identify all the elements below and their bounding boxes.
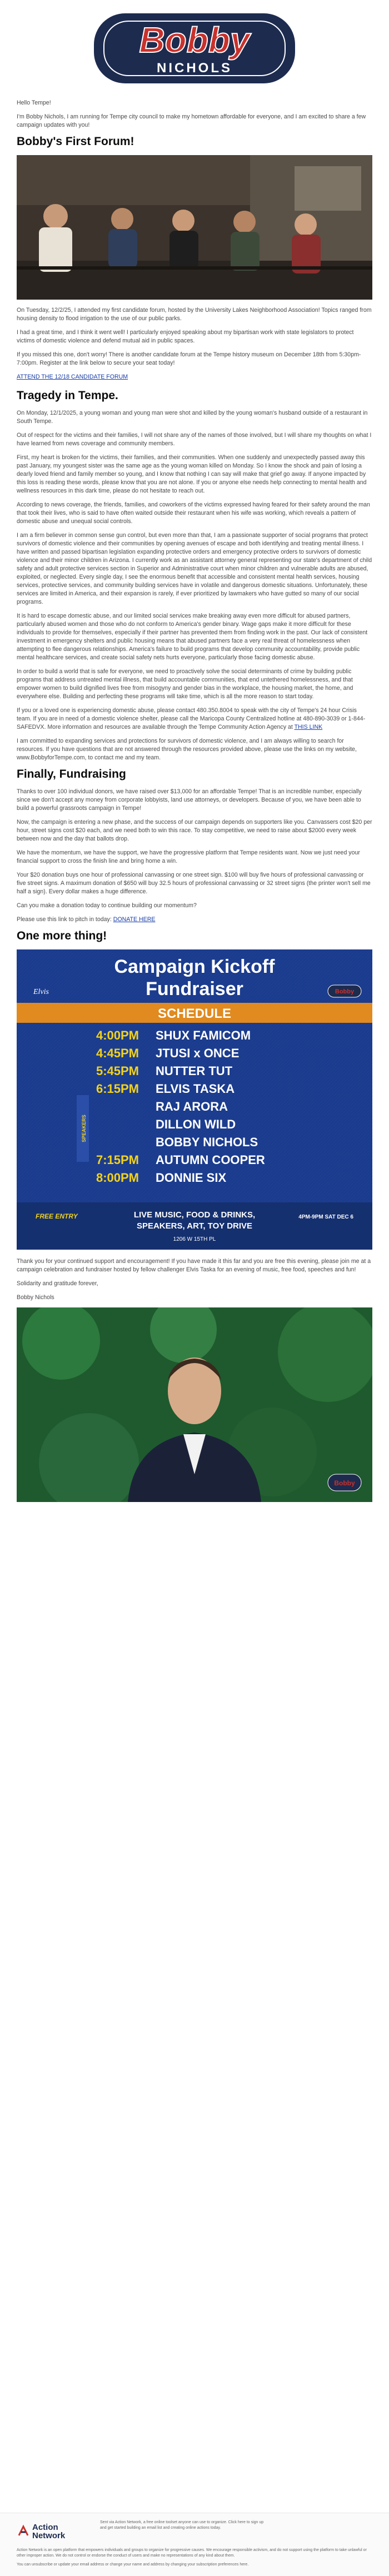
fundraiser-poster xyxy=(17,949,372,1250)
schedule-time: 5:45PM xyxy=(96,1064,139,1078)
logo-line2: NICHOLS xyxy=(157,61,232,76)
free-entry: FREE ENTRY xyxy=(36,1212,78,1220)
tragedy-heading: Tragedy in Tempe. xyxy=(17,389,118,402)
tragedy-paragraph-7: In order to build a world that is safe for everyone, we need to proactively solve the social determinants of crime by building public programs that address untreated mental illness, that build accountable communities, that end untethered homelessness, and that empower women to build dignified lives free from misogyny and gender bias in the workplace, the housing market, the home, and everywhere else. Building and perfecting these programs will take time, which is all the more reason to start today. xyxy=(17,668,353,700)
closing-signoff: Solidarity and gratitude forever, xyxy=(17,1280,98,1287)
forum-paragraph-1: On Tuesday, 12/2/25, I attended my first candidate forum, hosted by the University Lakes Neighborhood Association! Topics ranged from housing density to flood irrigation to the use of our public parks. xyxy=(17,307,372,322)
poster-date-time: 4PM-9PM SAT DEC 6 xyxy=(298,1214,353,1220)
schedule-time: 7:15PM xyxy=(96,1153,139,1167)
schedule-time: 4:00PM xyxy=(96,1028,139,1042)
poster-bottom-line-2: SPEAKERS, ART, TOY DRIVE xyxy=(136,1221,253,1231)
donate-prompt: Please use this link to pitch in today: xyxy=(17,916,112,923)
speakers-label: SPEAKERS xyxy=(81,1115,87,1142)
photo-badge-text: Bobby xyxy=(334,1479,355,1487)
email-footer xyxy=(0,2513,389,2576)
resources-link[interactable]: THIS LINK xyxy=(294,724,323,730)
fundraising-paragraph-5: Can you make a donation today to continue building our momentum? xyxy=(17,902,197,909)
logo-line1: Bobby xyxy=(139,20,250,60)
footer-legal: Action Network is an open platform that empowers individuals and groups to organize for progressive causes. We encourage responsible activism, and do not support using the platform to take unlawful or other improper action. We do not control or endorse the conduct of users and make no representations of any kind about them. xyxy=(17,2548,367,2558)
tragedy-paragraph-2: Out of respect for the victims and their families, I will not share any of the names of those involved, but I will share my thoughts on what I have learned from news coverage and community members. xyxy=(17,432,372,447)
candidate-photo-illustration xyxy=(17,1307,372,1502)
footer-unsubscribe[interactable]: You can unsubscribe or update your email address or change your name and address by changing your subscription preferences here. xyxy=(17,2563,249,2567)
schedule-performer: DILLON WILD xyxy=(156,1117,236,1131)
tragedy-paragraph-5: I am a firm believer in common sense gun control, but even more than that, I am a passionate supporter of social programs that protect survivors of domestic violence and their communities by opening avenues of escape and both identifying and treating mental illness. I have written and passed bipartisan legislation expanding protective orders and emergency protective orders to survivors of domestic violence and their minor children in Arizona. I currently work as an assistant attorney general representing our state's department of child safety and adult protective services section in Superior and Administrative court when minor children and vulnerable adults are abused, exploited, or neglected. Every single day, I see the enormous benefit that accessible and consistent mental health services, housing services, protective services, and community building services have in volatile and dangerous domestic situations. Unfortunately, these services are limited in America, and their expansion is rarely, if ever prioritized by lawmakers who have gutted so many of our social programs. xyxy=(17,532,372,605)
poster-bottom-line-1: LIVE MUSIC, FOOD & DRINKS, xyxy=(133,1210,256,1220)
forum-paragraph-2: I had a great time, and I think it went well! I particularly enjoyed speaking about my bipartisan work with state legislators to protect victims of domestic violence and defend mutual aid in public spaces. xyxy=(17,329,354,344)
poster-address: 1206 W 15TH PL xyxy=(173,1236,216,1242)
schedule-performer: JTUSI x ONCE xyxy=(156,1046,240,1060)
poster-title-2: Fundraiser xyxy=(146,978,243,999)
action-network-logo[interactable] xyxy=(17,2520,83,2542)
venue-logo: Elvis xyxy=(33,988,49,996)
schedule-performer: SHUX FAMICOM xyxy=(156,1028,251,1042)
closing-paragraph: Thank you for your continued support and encouragement! If you have made it this far and you are free this evening, please join me at a campaign celebration and fundraiser hosted by fellow challenger Elvis Taska for an evening of music, free food, speeches and fun! xyxy=(17,1258,371,1273)
forum-photo-illustration xyxy=(17,155,372,300)
forum-photo xyxy=(17,155,372,300)
schedule-label: SCHEDULE xyxy=(157,1006,232,1021)
fundraising-heading: Finally, Fundraising xyxy=(17,768,126,780)
candidate-photo xyxy=(17,1307,372,1502)
tragedy-paragraph-8 xyxy=(17,707,372,732)
schedule-performer: RAJ ARORA xyxy=(156,1100,228,1113)
tragedy-paragraph-4: According to news coverage, the friends, families, and coworkers of the victims expressed having feared for their safety around the man that took their lives, who is said to have often waited outside their restaurant when his wife was working, which reveals a pattern of domestic abuse and unequal social controls. xyxy=(17,501,370,525)
tragedy-paragraph-6: It is hard to escape domestic abuse, and our limited social services make breaking away even more difficult for abused partners, particularly abused women and those who do not conform to America's gender binary. Wage gaps make it more difficult for these individuals to provide for themselves, especially if their partner has prevented them from finding work in the past. Our lack of consistent investment in emergency shelters and public housing means that abused partners face a very real threat of homelessness when attempting to flee dangerous relationships. America's failure to build programs that develop community accountability, provide public mental healthcare services, and create social safety nets hurts everyone, particularly those facing domestic abuse. xyxy=(17,613,368,661)
bobby-badge-text: Bobby xyxy=(335,988,355,995)
schedule-performer: NUTTER TUT xyxy=(156,1064,233,1078)
poster-title-1: Campaign Kickoff xyxy=(114,956,275,977)
email-body xyxy=(17,99,372,1512)
footer-sent-via[interactable]: Sent via Action Network, a free online toolset anyone can use to organize. Click here to sign up and get started building an email list and creating online actions today. xyxy=(100,2520,264,2530)
fundraising-paragraph-2: Now, the campaign is entering a new phase, and the success of our campaign depends on supporters like you. Canvassers cost $20 per hour, street signs cost $20 each, and we need both to win this race. To stay competitive, we need to raise about $2000 every week between now and the day that ballots drop. xyxy=(17,819,372,842)
action-network-icon xyxy=(17,2524,30,2538)
fundraising-paragraph-6 xyxy=(17,916,372,924)
forum-paragraph-3: If you missed this one, don't worry! There is another candidate forum at the Tempe history museum on December 18th from 5:30pm-7:00pm. Register at the link below to secure your seat today! xyxy=(17,351,361,366)
forum-heading: Bobby's First Forum! xyxy=(17,135,134,148)
forum-registration-link[interactable]: ATTEND THE 12/18 CANDIDATE FORUM xyxy=(17,374,128,380)
footer-brand-line-2: Network xyxy=(32,2531,66,2540)
fundraising-paragraph-1: Thanks to over 100 individual donors, we have raised over $13,000 for an affordable Tempe! That is an incredible number, especially since we don't accept any money from corporate lobbyists, land use attorneys, or developers. Because of you, we have been able to build a powerful grassroots campaign in Tempe! xyxy=(17,788,362,812)
footer-brand-line-1: Action xyxy=(32,2523,58,2532)
closing-signature: Bobby Nichols xyxy=(17,1294,54,1301)
poster-graphic xyxy=(17,949,372,1250)
schedule-performer: BOBBY NICHOLS xyxy=(156,1135,258,1149)
one-more-heading: One more thing! xyxy=(17,929,107,942)
campaign-logo xyxy=(92,12,297,84)
donate-link[interactable]: DONATE HERE xyxy=(113,916,156,923)
fundraising-paragraph-4: Your $20 donation buys one hour of professional canvassing or one street sign. $100 will buy five hours of professional canvassing or five street signs. A maximum donation of $650 will buy 32.5 hours of professional canvassing or 32 street signs (the printer won't sell me half a sign). Every dollar makes a huge difference. xyxy=(17,872,371,895)
resources-text: If you or a loved one is experiencing domestic abuse, please contact 480.350.8004 to speak with the city of Tempe's 24 hour Crisis team. If you are in need of a domestic violence shelter, please call the Maricopa County Centralized hotline at 480-890-3039 or 1-844-SAFEDVX. More information and resources are available through the Tempe Community Action Agency at xyxy=(17,707,366,730)
schedule-time: 8:00PM xyxy=(96,1171,139,1185)
greeting: Hello Tempe! xyxy=(17,100,51,106)
schedule-performer: AUTUMN COOPER xyxy=(156,1153,265,1167)
schedule-performer: DONNIE SIX xyxy=(156,1171,227,1185)
schedule-performer: ELVIS TASKA xyxy=(156,1082,235,1096)
tragedy-paragraph-9: I am committed to expanding services and protections for survivors of domestic violence, and I am always willing to search for resources. If you have questions that are not answered through the resources provided above, please use the links on my website, www.BobbyforTempe.com, to contact me and my team. xyxy=(17,738,357,761)
tragedy-paragraph-3: First, my heart is broken for the victims, their families, and their communities. When one suddenly and unexpectedly passed away this past January, my youngest sister was the same age as the young woman killed on Monday. So I know the shock and pain of losing a dearly loved friend and family member so young, and I know that nothing I can say will make that grief go away. If anyone impacted by this loss is reading these words, please know that you are not alone. If you or anyone else needs help connecting to mental health and wellness resources in this dark time, please do not hesitate to reach out. xyxy=(17,454,367,494)
schedule-time: 6:15PM xyxy=(96,1082,139,1096)
tragedy-paragraph-1: On Monday, 12/1/2025, a young woman and young man were shot and killed by the young woman's husband outside of a restaurant in South Tempe. xyxy=(17,410,368,425)
intro-paragraph: I'm Bobby Nichols, I am running for Tempe city council to make my hometown affordable for everyone, and I am excited to share a few campaign updates with you! xyxy=(17,113,366,128)
fundraising-paragraph-3: We have the momentum, we have the support, we have the progressive platform that Tempe residents want. Now we just need your financial support to cross the finish line and bring home a win. xyxy=(17,849,360,864)
schedule-time: 4:45PM xyxy=(96,1046,139,1060)
